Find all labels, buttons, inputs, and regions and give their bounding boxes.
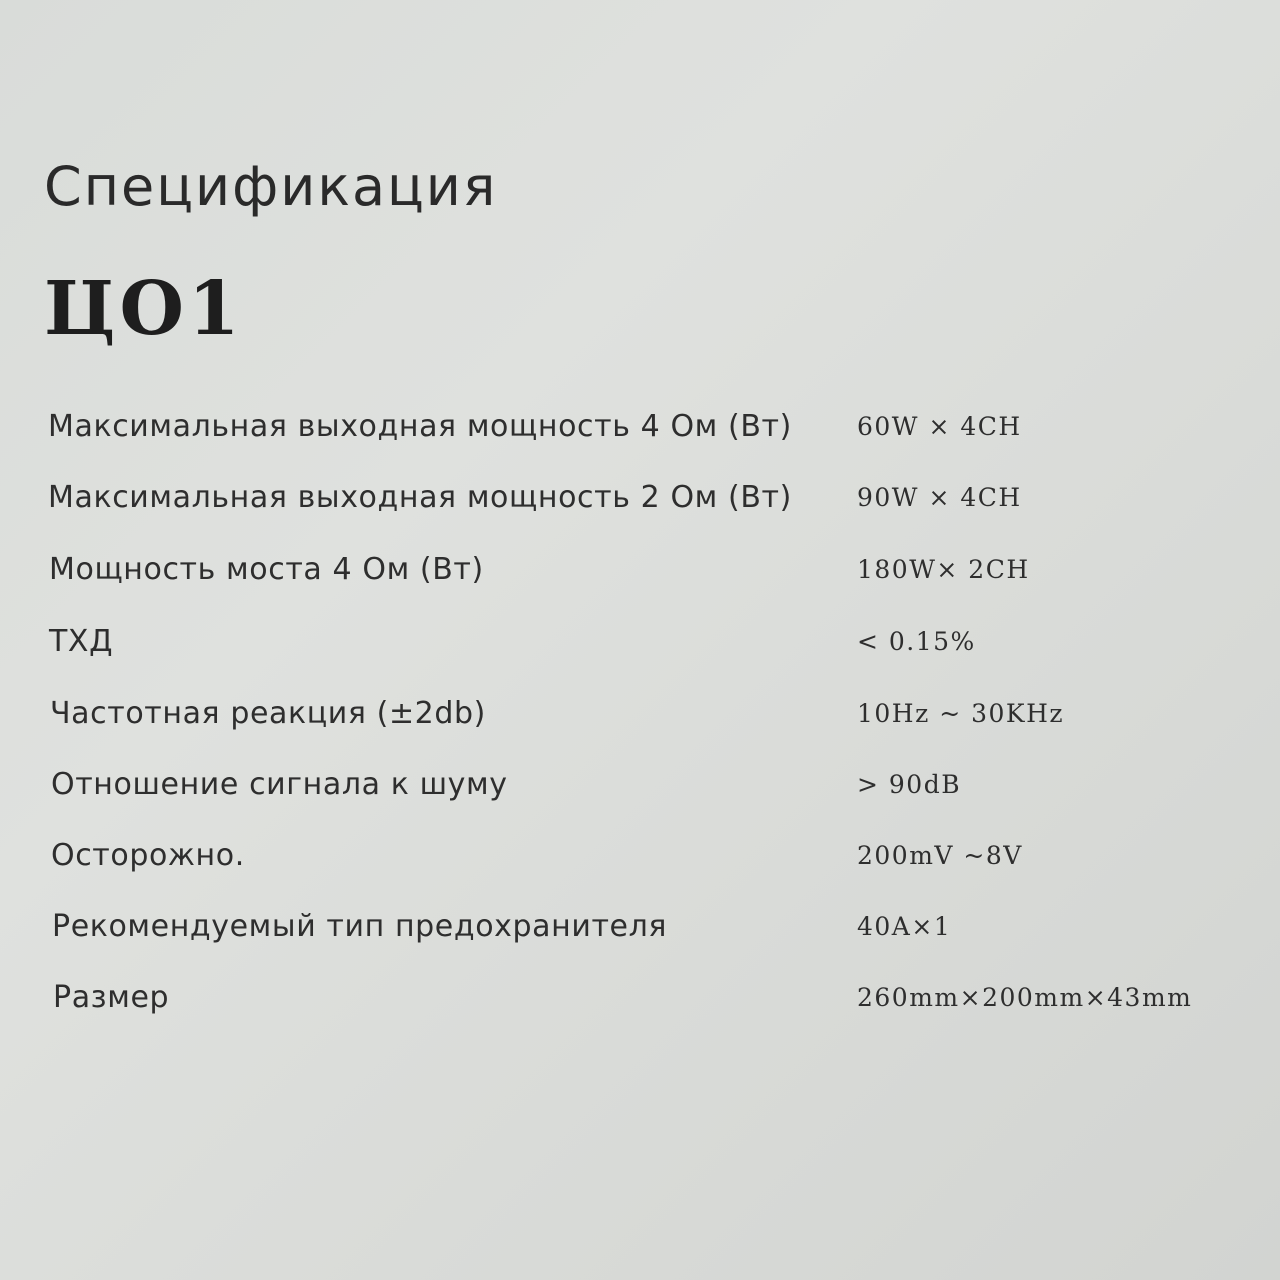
page-title: Спецификация [44, 155, 498, 218]
spec-value: 10Hz ~ 30KHz [857, 699, 1065, 728]
spec-row-fuse-type [0, 902, 1280, 952]
spec-label: Максимальная выходная мощность 2 Ом (Вт) [48, 480, 792, 515]
model-name: ЦО1 [44, 266, 244, 352]
spec-row-snr [0, 760, 1280, 810]
spec-label: ТХД [49, 624, 114, 659]
spec-value: 60W × 4CH [857, 412, 1022, 441]
spec-value: 180W× 2CH [857, 555, 1030, 584]
spec-label: Рекомендуемый тип предохранителя [52, 909, 668, 944]
spec-label: Частотная реакция (±2db) [50, 696, 486, 731]
spec-row-input-sensitivity [0, 831, 1280, 881]
spec-label: Размер [53, 980, 170, 1015]
spec-row-max-power-2ohm [0, 473, 1280, 523]
spec-label: Мощность моста 4 Ом (Вт) [49, 552, 484, 587]
spec-value: 40A×1 [857, 912, 952, 941]
spec-row-max-power-4ohm [0, 402, 1280, 452]
spec-row-frequency-response [0, 689, 1280, 739]
spec-value: > 90dB [857, 770, 962, 799]
spec-value: 200mV ~8V [857, 841, 1023, 870]
spec-label: Отношение сигнала к шуму [51, 767, 508, 802]
spec-value: 260mm×200mm×43mm [857, 983, 1193, 1012]
spec-value: 90W × 4CH [857, 483, 1022, 512]
spec-row-bridge-power [0, 545, 1280, 595]
spec-row-size [0, 973, 1280, 1023]
spec-value: < 0.15% [857, 627, 976, 656]
spec-label: Осторожно. [51, 838, 245, 873]
spec-label: Максимальная выходная мощность 4 Ом (Вт) [48, 409, 792, 444]
spec-row-thd [0, 617, 1280, 667]
